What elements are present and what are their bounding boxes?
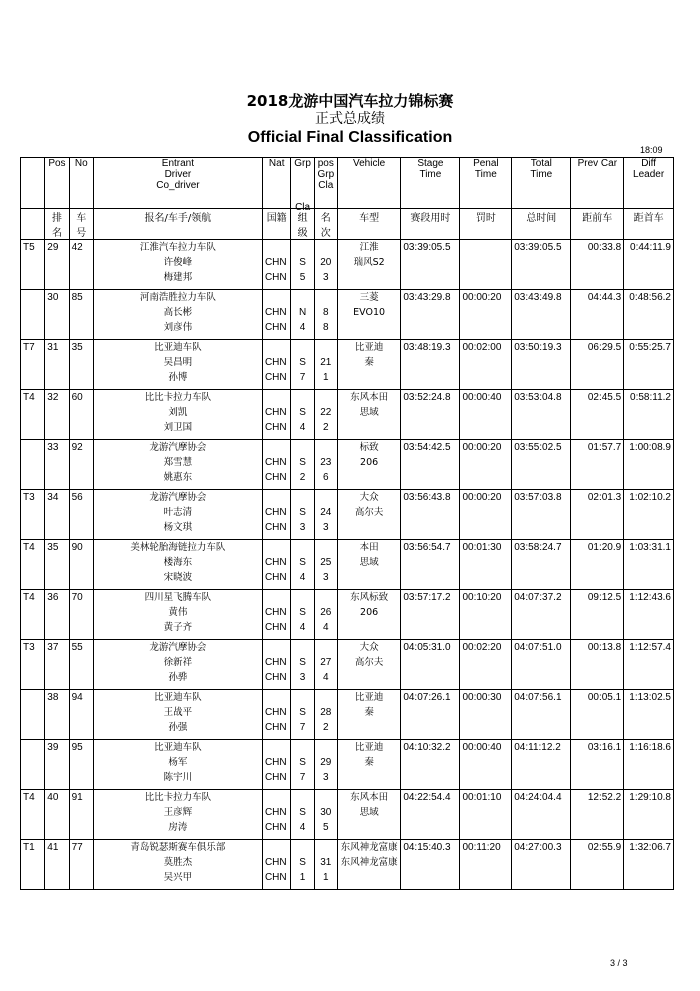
car-number-cell: 91 <box>69 790 93 840</box>
diff-leader-cell: 0:48:56.2 <box>624 290 674 340</box>
diff-leader-cell: 1:32:06.7 <box>624 840 674 890</box>
table-row <box>21 740 674 790</box>
results-body <box>21 240 674 890</box>
total-time-cell: 03:57:03.8 <box>512 490 571 540</box>
prev-car-cell: 02:01.3 <box>571 490 624 540</box>
total-time-cell: 03:39:05.5 <box>512 240 571 290</box>
pos-cell: 38 <box>45 690 69 740</box>
nat-cell: CHN CHN <box>262 840 291 890</box>
vehicle-cell: 三菱 EVO10 <box>337 290 400 340</box>
class-cell <box>21 690 45 740</box>
grp-cell: S 7 <box>291 690 314 740</box>
event-subtitle: 正式总成绩 <box>315 111 385 127</box>
entrant-cell <box>93 740 262 790</box>
pos-grp-cell: 8 8 <box>314 290 337 340</box>
vehicle-cell: 比亚迪 秦 <box>337 690 400 740</box>
driver-name: 莫胜杰 <box>163 857 193 868</box>
grp-cell: S 3 <box>291 490 314 540</box>
prev-car-cell: 00:13.8 <box>571 640 624 690</box>
table-row <box>21 340 674 390</box>
col-pos-grp-cla: pos Grp Cla <box>314 158 337 209</box>
total-time-cell: 04:11:12.2 <box>512 740 571 790</box>
class-cell <box>21 290 45 340</box>
vehicle-cell: 东风标致 206 <box>337 590 400 640</box>
prev-car-cell: 03:16.1 <box>571 740 624 790</box>
vehicle-cell: 东风本田 思域 <box>337 790 400 840</box>
col-stage-time-cn: 赛段用时 <box>401 209 460 240</box>
prev-car-cell: 06:29.5 <box>571 340 624 390</box>
car-number-cell: 95 <box>69 740 93 790</box>
penal-time-cell: 00:00:30 <box>460 690 512 740</box>
codriver-name: 梅建邦 <box>163 272 193 283</box>
stage-time-cell: 03:43:29.8 <box>401 290 460 340</box>
col-diff-leader: Diff Leader <box>624 158 674 209</box>
class-cell: T3 <box>21 640 45 690</box>
penal-time-cell: 00:00:20 <box>460 490 512 540</box>
diff-leader-cell: 1:03:31.1 <box>624 540 674 590</box>
stage-time-cell: 04:15:40.3 <box>401 840 460 890</box>
entrant-name: 比亚迪车队 <box>154 692 202 703</box>
class-cell <box>21 740 45 790</box>
pos-cell: 41 <box>45 840 69 890</box>
col-grp-cn: 组级 <box>291 209 314 240</box>
entrant-name: 龙游汽摩协会 <box>149 492 207 503</box>
entrant-name: 青岛锐瑟斯赛车俱乐部 <box>130 842 226 853</box>
codriver-name: 刘卫国 <box>163 422 193 433</box>
codriver-name: 陈宇川 <box>163 772 193 783</box>
pos-grp-cell: 27 4 <box>314 640 337 690</box>
col-vehicle-cn: 车型 <box>337 209 400 240</box>
codriver-name: 吴兴甲 <box>163 872 193 883</box>
col-class <box>21 158 45 209</box>
pos-cell: 35 <box>45 540 69 590</box>
col-penal-time: Penal Time <box>460 158 512 209</box>
vehicle-cell: 大众 高尔夫 <box>337 490 400 540</box>
col-prev-car-cn: 距前车 <box>571 209 624 240</box>
page-number: 3 / 3 <box>610 958 628 968</box>
grp-cell: S 3 <box>291 640 314 690</box>
grp-cell: S 4 <box>291 790 314 840</box>
class-cell: T7 <box>21 340 45 390</box>
col-vehicle: Vehicle <box>337 158 400 209</box>
prev-car-cell: 04:44.3 <box>571 290 624 340</box>
nat-cell: CHN CHN <box>262 290 291 340</box>
vehicle-cell: 东风神龙富康 东风神龙富康 <box>337 840 400 890</box>
class-cell: T4 <box>21 790 45 840</box>
penal-time-cell: 00:02:00 <box>460 340 512 390</box>
stage-time-cell: 04:22:54.4 <box>401 790 460 840</box>
driver-name: 许俊峰 <box>163 257 193 268</box>
pos-grp-cell: 23 6 <box>314 440 337 490</box>
total-time-cell: 03:58:24.7 <box>512 540 571 590</box>
entrant-cell <box>93 390 262 440</box>
stage-time-cell: 04:05:31.0 <box>401 640 460 690</box>
driver-name: 杨军 <box>168 757 188 768</box>
grp-cell: S 1 <box>291 840 314 890</box>
nat-cell: CHN CHN <box>262 790 291 840</box>
driver-name: 郑雪慧 <box>163 457 193 468</box>
nat-cell: CHN CHN <box>262 340 291 390</box>
car-number-cell: 55 <box>69 640 93 690</box>
col-no-cn: 车号 <box>69 209 93 240</box>
pos-cell: 30 <box>45 290 69 340</box>
pos-grp-cell: 21 1 <box>314 340 337 390</box>
codriver-name: 房涛 <box>168 822 188 833</box>
col-pos-grp-cn: 名次 <box>314 209 337 240</box>
diff-leader-cell: 1:29:10.8 <box>624 790 674 840</box>
pos-cell: 37 <box>45 640 69 690</box>
car-number-cell: 56 <box>69 490 93 540</box>
header-row-cn <box>21 209 674 240</box>
col-no: No <box>69 158 93 209</box>
stage-time-cell: 03:56:43.8 <box>401 490 460 540</box>
pos-cell: 40 <box>45 790 69 840</box>
entrant-name: 龙游汽摩协会 <box>149 642 207 653</box>
table-row <box>21 390 674 440</box>
pos-cell: 33 <box>45 440 69 490</box>
driver-name: 叶志清 <box>163 507 193 518</box>
penal-time-cell: 00:01:10 <box>460 790 512 840</box>
prev-car-cell: 01:20.9 <box>571 540 624 590</box>
entrant-cell <box>93 690 262 740</box>
entrant-name: 美林轮胎海链拉力车队 <box>130 542 226 553</box>
penal-time-cell: 00:00:40 <box>460 740 512 790</box>
entrant-cell <box>93 440 262 490</box>
pos-grp-cell: 28 2 <box>314 690 337 740</box>
nat-cell: CHN CHN <box>262 640 291 690</box>
col-total-time: Total Time <box>512 158 571 209</box>
car-number-cell: 85 <box>69 290 93 340</box>
pos-cell: 36 <box>45 590 69 640</box>
total-time-cell: 03:50:19.3 <box>512 340 571 390</box>
table-row <box>21 490 674 540</box>
pos-grp-cell: 26 4 <box>314 590 337 640</box>
car-number-cell: 42 <box>69 240 93 290</box>
diff-leader-cell: 0:44:11.9 <box>624 240 674 290</box>
entrant-name: 四川星飞腾车队 <box>144 592 212 603</box>
vehicle-cell: 比亚迪 秦 <box>337 740 400 790</box>
entrant-name: 河南浩胜拉力车队 <box>139 292 216 303</box>
diff-leader-cell: 1:00:08.9 <box>624 440 674 490</box>
total-time-cell: 03:43:49.8 <box>512 290 571 340</box>
header-row-en <box>21 158 674 209</box>
driver-name: 高长彬 <box>163 307 193 318</box>
col-nat-cn: 国籍 <box>262 209 291 240</box>
diff-leader-cell: 0:58:11.2 <box>624 390 674 440</box>
pos-grp-cell: 30 5 <box>314 790 337 840</box>
entrant-name: 比亚迪车队 <box>154 342 202 353</box>
table-row <box>21 790 674 840</box>
penal-time-cell: 00:01:30 <box>460 540 512 590</box>
total-time-cell: 04:24:04.4 <box>512 790 571 840</box>
vehicle-cell: 比亚迪 秦 <box>337 340 400 390</box>
diff-leader-cell: 1:02:10.2 <box>624 490 674 540</box>
codriver-name: 孙骅 <box>168 672 188 683</box>
entrant-name: 比比卡拉力车队 <box>144 792 212 803</box>
codriver-name: 孙强 <box>168 722 188 733</box>
entrant-cell <box>93 340 262 390</box>
nat-cell: CHN CHN <box>262 490 291 540</box>
penal-time-cell: 00:00:40 <box>460 390 512 440</box>
driver-name: 刘凯 <box>168 407 188 418</box>
col-nat: Nat <box>262 158 291 209</box>
vehicle-cell: 东风本田 思域 <box>337 390 400 440</box>
col-entrant: Entrant Driver Co_driver <box>93 158 262 209</box>
nat-cell: CHN CHN <box>262 440 291 490</box>
grp-cell: N 4 <box>291 290 314 340</box>
car-number-cell: 92 <box>69 440 93 490</box>
class-cell: T1 <box>21 840 45 890</box>
penal-time-cell: 00:10:20 <box>460 590 512 640</box>
driver-name: 徐新祥 <box>163 657 193 668</box>
col-prev-car: Prev Car <box>571 158 624 209</box>
diff-leader-cell: 1:13:02.5 <box>624 690 674 740</box>
class-cell <box>21 440 45 490</box>
stage-time-cell: 03:48:19.3 <box>401 340 460 390</box>
prev-car-cell: 12:52.2 <box>571 790 624 840</box>
pos-grp-cell: 22 2 <box>314 390 337 440</box>
entrant-name: 比亚迪车队 <box>154 742 202 753</box>
table-row <box>21 590 674 640</box>
col-diff-leader-cn: 距首车 <box>624 209 674 240</box>
codriver-name: 宋晓波 <box>163 572 193 583</box>
col-entrant-cn: 报名/车手/领航 <box>93 209 262 240</box>
entrant-cell <box>93 790 262 840</box>
table-row <box>21 540 674 590</box>
pos-cell: 39 <box>45 740 69 790</box>
table-row <box>21 840 674 890</box>
diff-leader-cell: 1:12:43.6 <box>624 590 674 640</box>
grp-cell: S 4 <box>291 390 314 440</box>
stage-time-cell: 03:54:42.5 <box>401 440 460 490</box>
driver-name: 王彦辉 <box>163 807 193 818</box>
grp-cell: S 2 <box>291 440 314 490</box>
car-number-cell: 60 <box>69 390 93 440</box>
codriver-name: 杨文琪 <box>163 522 193 533</box>
penal-time-cell: 00:11:20 <box>460 840 512 890</box>
grp-cell: S 7 <box>291 740 314 790</box>
class-cell: T4 <box>21 590 45 640</box>
car-number-cell: 77 <box>69 840 93 890</box>
class-cell: T4 <box>21 540 45 590</box>
diff-leader-cell: 1:16:18.6 <box>624 740 674 790</box>
col-total-time-cn: 总时间 <box>512 209 571 240</box>
entrant-name: 比比卡拉力车队 <box>144 392 212 403</box>
penal-time-cell <box>460 240 512 290</box>
pos-cell: 31 <box>45 340 69 390</box>
nat-cell: CHN CHN <box>262 740 291 790</box>
car-number-cell: 70 <box>69 590 93 640</box>
pos-cell: 29 <box>45 240 69 290</box>
col-penal-time-cn: 罚时 <box>460 209 512 240</box>
car-number-cell: 35 <box>69 340 93 390</box>
vehicle-cell: 标致 206 <box>337 440 400 490</box>
vehicle-cell: 江淮 瑞风S2 <box>337 240 400 290</box>
car-number-cell: 94 <box>69 690 93 740</box>
stage-time-cell: 04:07:26.1 <box>401 690 460 740</box>
nat-cell: CHN CHN <box>262 390 291 440</box>
col-stage-time: Stage Time <box>401 158 460 209</box>
grp-cell: S 5 <box>291 240 314 290</box>
pos-grp-cell: 25 3 <box>314 540 337 590</box>
grp-cell: S 7 <box>291 340 314 390</box>
entrant-cell <box>93 490 262 540</box>
driver-name: 王战平 <box>163 707 193 718</box>
vehicle-cell: 大众 高尔夫 <box>337 640 400 690</box>
diff-leader-cell: 0:55:25.7 <box>624 340 674 390</box>
penal-time-cell: 00:02:20 <box>460 640 512 690</box>
entrant-cell <box>93 290 262 340</box>
table-row <box>21 240 674 290</box>
stage-time-cell: 03:56:54.7 <box>401 540 460 590</box>
entrant-cell <box>93 240 262 290</box>
codriver-name: 刘彦伟 <box>163 322 193 333</box>
penal-time-cell: 00:00:20 <box>460 440 512 490</box>
nat-cell: CHN CHN <box>262 540 291 590</box>
driver-name: 楼海东 <box>163 557 193 568</box>
pos-grp-cell: 24 3 <box>314 490 337 540</box>
pos-grp-cell: 20 3 <box>314 240 337 290</box>
col-cla: Cla <box>295 202 311 213</box>
grp-cell: S 4 <box>291 590 314 640</box>
results-table <box>20 157 674 890</box>
print-time: 18:09 <box>640 145 663 155</box>
total-time-cell: 04:07:56.1 <box>512 690 571 740</box>
vehicle-cell: 本田 思域 <box>337 540 400 590</box>
entrant-cell <box>93 540 262 590</box>
penal-time-cell: 00:00:20 <box>460 290 512 340</box>
nat-cell: CHN CHN <box>262 690 291 740</box>
stage-time-cell: 03:52:24.8 <box>401 390 460 440</box>
grp-cell: S 4 <box>291 540 314 590</box>
total-time-cell: 04:27:00.3 <box>512 840 571 890</box>
prev-car-cell: 01:57.7 <box>571 440 624 490</box>
prev-car-cell: 02:55.9 <box>571 840 624 890</box>
col-pos-cn: 排名 <box>45 209 69 240</box>
col-pos: Pos <box>45 158 69 209</box>
entrant-name: 龙游汽摩协会 <box>149 442 207 453</box>
total-time-cell: 04:07:51.0 <box>512 640 571 690</box>
prev-car-cell: 00:33.8 <box>571 240 624 290</box>
title-block <box>0 92 700 148</box>
codriver-name: 孙博 <box>168 372 188 383</box>
col-grp: Grp Cla <box>291 158 314 209</box>
entrant-cell <box>93 640 262 690</box>
nat-cell: CHN CHN <box>262 240 291 290</box>
table-row <box>21 440 674 490</box>
nat-cell: CHN CHN <box>262 590 291 640</box>
driver-name: 吴昌明 <box>163 357 193 368</box>
stage-time-cell: 04:10:32.2 <box>401 740 460 790</box>
driver-name: 黄伟 <box>168 607 188 618</box>
class-cell: T3 <box>21 490 45 540</box>
event-title: 2018龙游中国汽车拉力锦标赛 <box>246 92 454 110</box>
total-time-cell: 04:07:37.2 <box>512 590 571 640</box>
pos-grp-cell: 29 3 <box>314 740 337 790</box>
entrant-name: 江淮汽车拉力车队 <box>139 242 216 253</box>
pos-cell: 32 <box>45 390 69 440</box>
total-time-cell: 03:55:02.5 <box>512 440 571 490</box>
prev-car-cell: 09:12.5 <box>571 590 624 640</box>
codriver-name: 黄子齐 <box>163 622 193 633</box>
classification-title: Official Final Classification <box>247 129 453 146</box>
table-row <box>21 640 674 690</box>
table-row <box>21 690 674 740</box>
stage-time-cell: 03:57:17.2 <box>401 590 460 640</box>
total-time-cell: 03:53:04.8 <box>512 390 571 440</box>
codriver-name: 姚惠东 <box>163 472 193 483</box>
pos-grp-cell: 31 1 <box>314 840 337 890</box>
car-number-cell: 90 <box>69 540 93 590</box>
pos-cell: 34 <box>45 490 69 540</box>
prev-car-cell: 02:45.5 <box>571 390 624 440</box>
class-cell: T4 <box>21 390 45 440</box>
prev-car-cell: 00:05.1 <box>571 690 624 740</box>
stage-time-cell: 03:39:05.5 <box>401 240 460 290</box>
entrant-cell <box>93 840 262 890</box>
diff-leader-cell: 1:12:57.4 <box>624 640 674 690</box>
entrant-cell <box>93 590 262 640</box>
table-row <box>21 290 674 340</box>
class-cell: T5 <box>21 240 45 290</box>
